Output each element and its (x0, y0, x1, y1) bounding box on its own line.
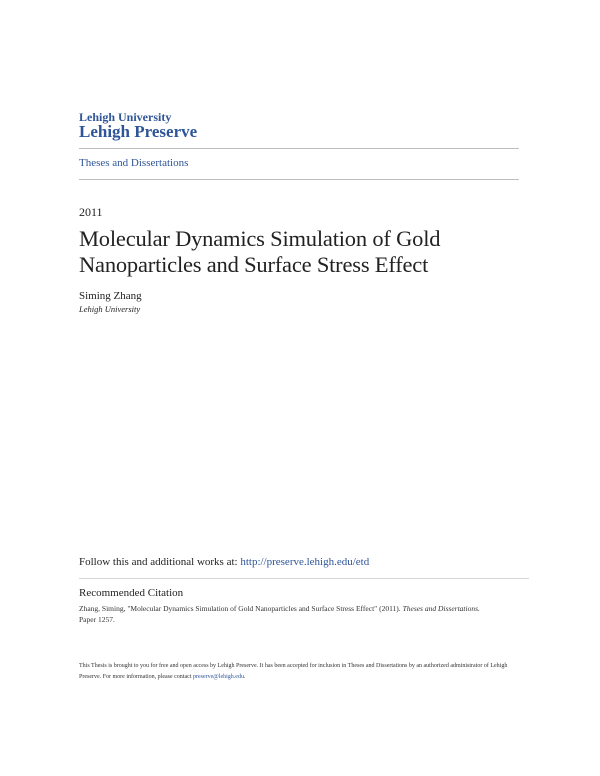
title-line-2: Nanoparticles and Surface Stress Effect (79, 252, 429, 277)
contact-email-link[interactable]: preserve@lehigh.edu (192, 674, 244, 680)
repository-name[interactable]: Lehigh Preserve (79, 122, 198, 141)
access-notice (79, 661, 519, 683)
notice-end: . (243, 674, 246, 680)
title-line-1: Molecular Dynamics Simulation of Gold (79, 226, 441, 251)
header-divider (79, 148, 519, 149)
follow-label: Follow this and additional works at: (79, 556, 241, 568)
series-divider (79, 179, 519, 180)
author-affiliation: Lehigh University (79, 304, 141, 314)
university-name: Lehigh University (79, 110, 172, 124)
publication-year: 2011 (79, 205, 103, 219)
citation-paper: Paper 1257. (79, 615, 115, 624)
etd-link[interactable]: http://preserve.lehigh.edu/etd (240, 556, 370, 568)
follow-line (79, 556, 369, 568)
series-link[interactable]: Theses and Dissertations (79, 157, 189, 169)
citation-text (79, 603, 519, 625)
notice-text: This Thesis is brought to you for free and open access by Lehigh Preserve. It has been accepted for inclusion in Theses and Dissertations by an authorized administrator of Lehigh Preserve. For more information, please contact (79, 663, 508, 680)
citation-divider (79, 578, 529, 579)
author-name: Siming Zhang (79, 290, 142, 302)
citation-body: Zhang, Siming, "Molecular Dynamics Simulation of Gold Nanoparticles and Surface Stress Effect" (2011). (79, 604, 403, 613)
recommended-citation-heading: Recommended Citation (79, 587, 184, 599)
citation-series: Theses and Dissertations. (402, 604, 480, 613)
document-title (79, 226, 529, 278)
